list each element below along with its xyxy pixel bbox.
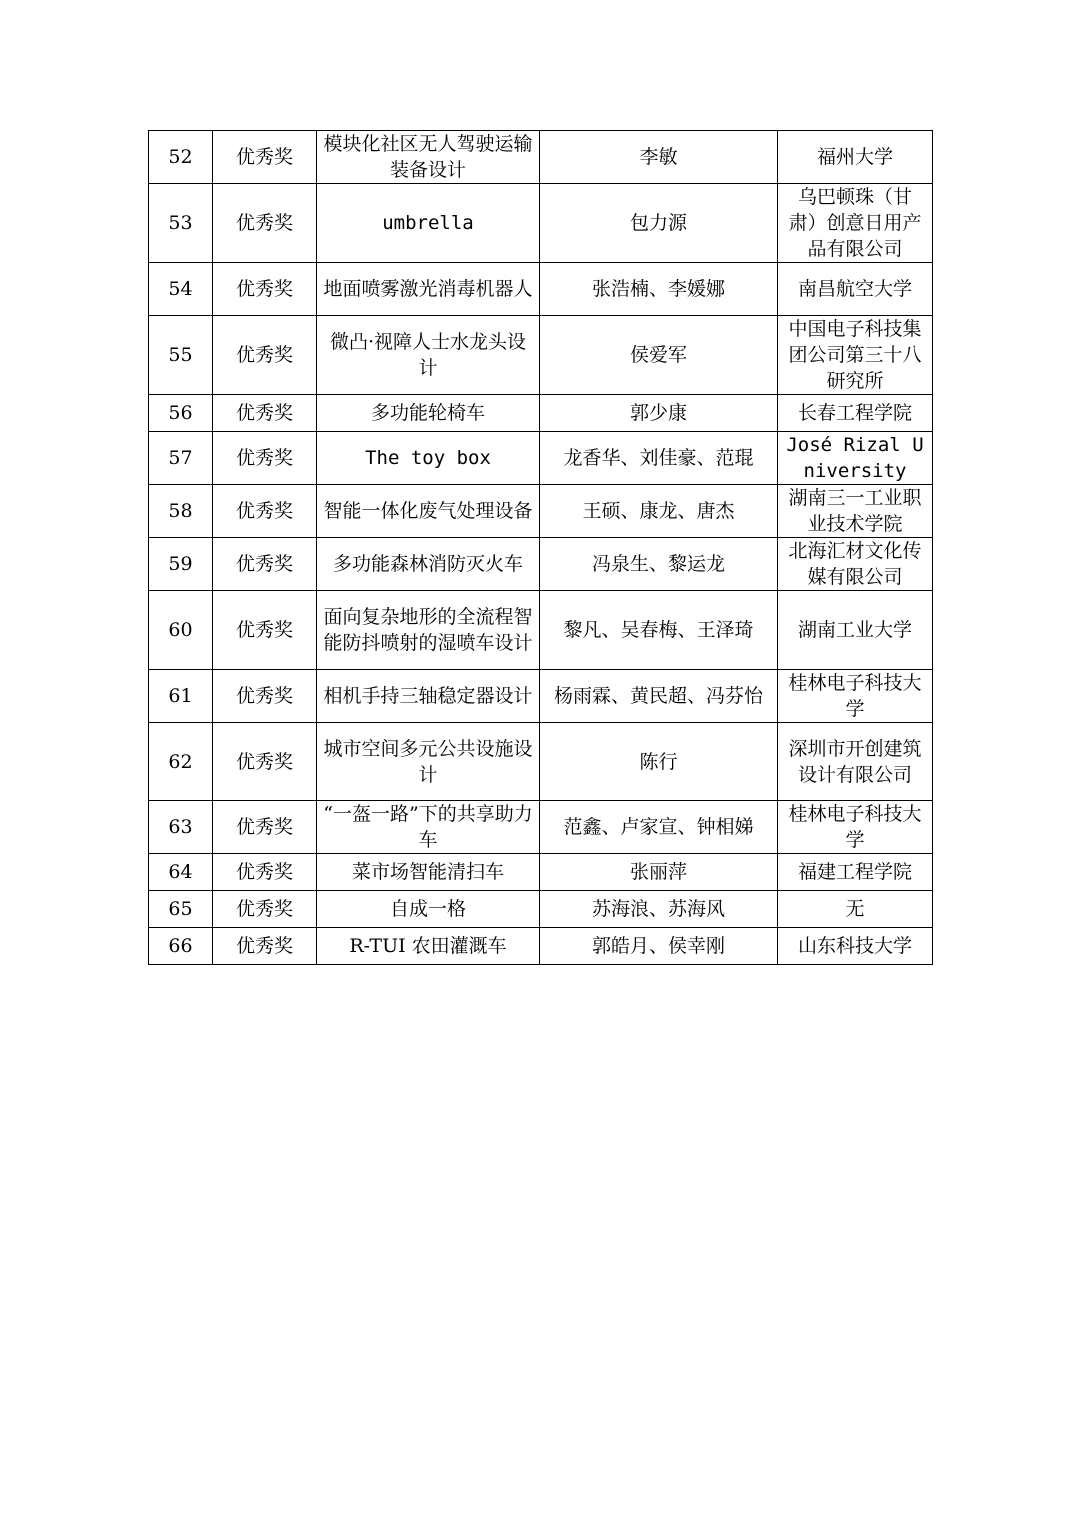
authors: 范鑫、卢家宣、钟相娣	[540, 801, 778, 854]
table-row	[149, 432, 933, 485]
authors: 张浩楠、李媛娜	[540, 263, 778, 316]
work-title: The toy box	[317, 432, 540, 485]
row-number: 58	[149, 485, 213, 538]
row-number: 65	[149, 891, 213, 928]
table-row	[149, 131, 933, 184]
work-title: 智能一体化废气处理设备	[317, 485, 540, 538]
authors: 苏海浪、苏海风	[540, 891, 778, 928]
authors: 郭皓月、侯幸刚	[540, 928, 778, 965]
work-title: 自成一格	[317, 891, 540, 928]
table-row	[149, 263, 933, 316]
table-row	[149, 485, 933, 538]
award-level: 优秀奖	[213, 591, 317, 670]
award-level: 优秀奖	[213, 723, 317, 801]
row-number: 63	[149, 801, 213, 854]
table-row	[149, 670, 933, 723]
table-row	[149, 854, 933, 891]
row-number: 57	[149, 432, 213, 485]
row-number: 59	[149, 538, 213, 591]
organization: 桂林电子科技大学	[778, 801, 933, 854]
authors: 王硕、康龙、唐杰	[540, 485, 778, 538]
work-title: 城市空间多元公共设施设计	[317, 723, 540, 801]
organization: José Rizal University	[778, 432, 933, 485]
row-number: 60	[149, 591, 213, 670]
organization: 无	[778, 891, 933, 928]
row-number: 54	[149, 263, 213, 316]
organization: 乌巴顿珠（甘肃）创意日用产品有限公司	[778, 184, 933, 263]
award-level: 优秀奖	[213, 854, 317, 891]
award-level: 优秀奖	[213, 485, 317, 538]
award-level: 优秀奖	[213, 395, 317, 432]
authors: 包力源	[540, 184, 778, 263]
table-row	[149, 538, 933, 591]
authors: 侯爱军	[540, 316, 778, 395]
table-row	[149, 316, 933, 395]
award-level: 优秀奖	[213, 263, 317, 316]
work-title: 模块化社区无人驾驶运输装备设计	[317, 131, 540, 184]
organization: 桂林电子科技大学	[778, 670, 933, 723]
award-level: 优秀奖	[213, 928, 317, 965]
authors: 陈行	[540, 723, 778, 801]
row-number: 62	[149, 723, 213, 801]
award-level: 优秀奖	[213, 184, 317, 263]
table-row	[149, 801, 933, 854]
organization: 北海汇材文化传媒有限公司	[778, 538, 933, 591]
work-title: 相机手持三轴稳定器设计	[317, 670, 540, 723]
row-number: 55	[149, 316, 213, 395]
table-row	[149, 891, 933, 928]
work-title: 面向复杂地形的全流程智能防抖喷射的湿喷车设计	[317, 591, 540, 670]
organization: 山东科技大学	[778, 928, 933, 965]
authors: 冯泉生、黎运龙	[540, 538, 778, 591]
organization: 福建工程学院	[778, 854, 933, 891]
award-level: 优秀奖	[213, 538, 317, 591]
authors: 杨雨霖、黄民超、冯芬怡	[540, 670, 778, 723]
row-number: 52	[149, 131, 213, 184]
organization: 长春工程学院	[778, 395, 933, 432]
work-title: 菜市场智能清扫车	[317, 854, 540, 891]
work-title: 地面喷雾激光消毒机器人	[317, 263, 540, 316]
organization: 湖南三一工业职业技术学院	[778, 485, 933, 538]
authors: 龙香华、刘佳豪、范琨	[540, 432, 778, 485]
organization: 中国电子科技集团公司第三十八研究所	[778, 316, 933, 395]
row-number: 56	[149, 395, 213, 432]
award-level: 优秀奖	[213, 891, 317, 928]
table-row	[149, 184, 933, 263]
award-level: 优秀奖	[213, 670, 317, 723]
award-level: 优秀奖	[213, 432, 317, 485]
authors: 张丽萍	[540, 854, 778, 891]
work-title: 多功能森林消防灭火车	[317, 538, 540, 591]
row-number: 61	[149, 670, 213, 723]
authors: 黎凡、吴春梅、王泽琦	[540, 591, 778, 670]
organization: 深圳市开创建筑设计有限公司	[778, 723, 933, 801]
row-number: 53	[149, 184, 213, 263]
award-level: 优秀奖	[213, 801, 317, 854]
award-level: 优秀奖	[213, 131, 317, 184]
table-row	[149, 928, 933, 965]
authors: 郭少康	[540, 395, 778, 432]
work-title: umbrella	[317, 184, 540, 263]
table-row	[149, 723, 933, 801]
organization: 福州大学	[778, 131, 933, 184]
row-number: 64	[149, 854, 213, 891]
work-title: 多功能轮椅车	[317, 395, 540, 432]
organization: 南昌航空大学	[778, 263, 933, 316]
award-level: 优秀奖	[213, 316, 317, 395]
table-row	[149, 395, 933, 432]
authors: 李敏	[540, 131, 778, 184]
row-number: 66	[149, 928, 213, 965]
awards-table	[148, 130, 933, 965]
work-title: 微凸·视障人士水龙头设计	[317, 316, 540, 395]
work-title: R-TUI 农田灌溉车	[317, 928, 540, 965]
table-row	[149, 591, 933, 670]
work-title: “一盔一路”下的共享助力车	[317, 801, 540, 854]
organization: 湖南工业大学	[778, 591, 933, 670]
